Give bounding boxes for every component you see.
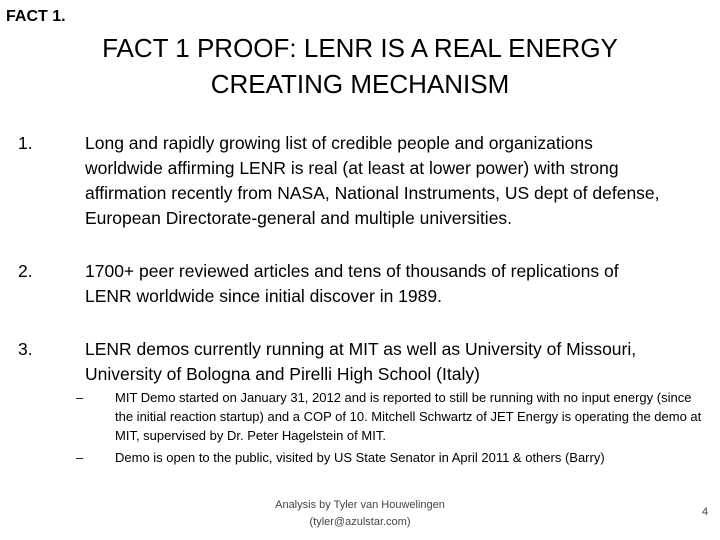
list-item-text: Long and rapidly growing list of credible people and organizations worldwide affirming LENR is real (at least at lower power) with strong affirmation recently from NASA, National Instruments, US dept of defense, European Directorate-general and multiple universities. bbox=[85, 133, 660, 228]
sub-item-text: Demo is open to the public, visited by US State Senator in April 2011 & others (Barry) bbox=[115, 450, 605, 465]
page-number: 4 bbox=[702, 506, 709, 518]
title-line-2: CREATING MECHANISM bbox=[210, 69, 510, 99]
footer-credit bbox=[260, 497, 460, 531]
footer-line-2: (tyler@azulstar.com) bbox=[309, 516, 411, 528]
sub-item-dash: – bbox=[76, 450, 84, 465]
list-item-number: 1. bbox=[18, 133, 33, 153]
list-item-text: 1700+ peer reviewed articles and tens of thousands of replications of LENR worldwide since initial discover in 1989. bbox=[85, 261, 619, 306]
list-item-number: 3. bbox=[18, 339, 33, 359]
list-item-number: 2. bbox=[18, 261, 33, 281]
list-item-text: LENR demos currently running at MIT as well as University of Missouri, University of Bologna and Pirelli High School (Italy) bbox=[85, 339, 637, 384]
slide-title bbox=[60, 30, 660, 102]
footer-line-1: Analysis by Tyler van Houwelingen bbox=[275, 499, 445, 511]
corner-label: FACT 1. bbox=[6, 8, 66, 25]
sub-item-dash: – bbox=[76, 390, 84, 405]
title-line-1: FACT 1 PROOF: LENR IS A REAL ENERGY bbox=[102, 33, 618, 63]
sub-item-text: MIT Demo started on January 31, 2012 and is reported to still be running with no input energy (since the initial reaction startup) and a COP of 10. Mitchell Schwartz of JET Energy is operating the demo at MIT, supervised by Dr. Peter Hagelstein of MIT. bbox=[115, 390, 702, 443]
